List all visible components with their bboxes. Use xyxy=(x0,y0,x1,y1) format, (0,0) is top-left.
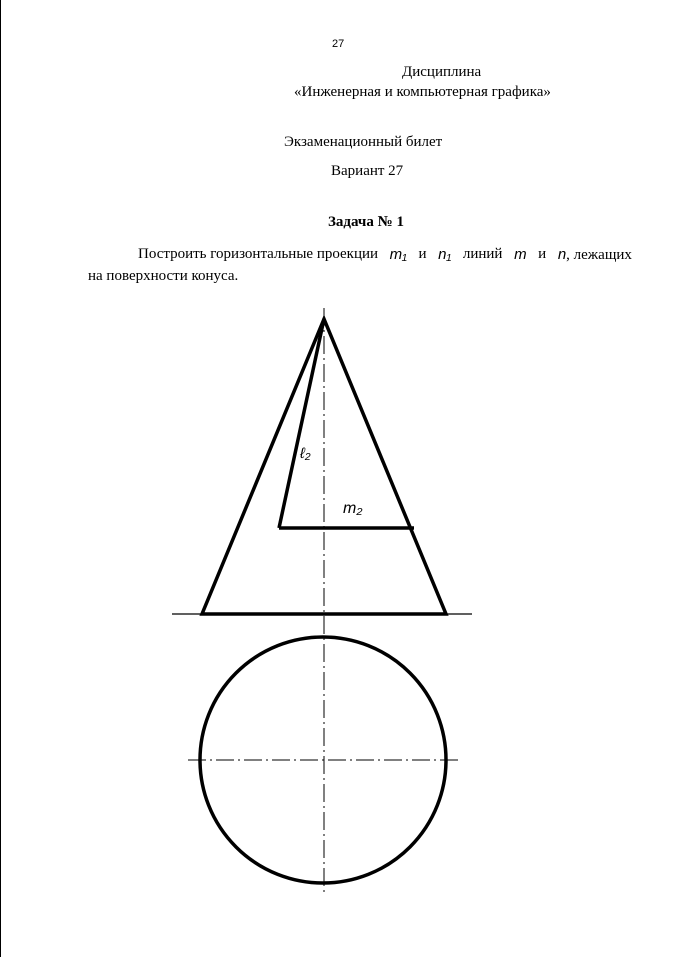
var-n: n xyxy=(557,246,567,263)
var-m1: m₁ xyxy=(389,246,407,263)
task-title: Задача № 1 xyxy=(328,214,404,230)
task-text-part2: , лежащих xyxy=(566,247,632,263)
label-m2: m₂ xyxy=(343,500,363,517)
line-l2 xyxy=(279,319,324,528)
var-m: m xyxy=(514,246,527,263)
discipline-label: Дисциплина xyxy=(402,64,482,80)
lines-word: линий xyxy=(462,246,503,262)
conj-and-1: и xyxy=(418,246,427,262)
conj-and-2: и xyxy=(538,246,547,262)
variant-label: Вариант 27 xyxy=(331,163,404,179)
task-text-line-2: на поверхности конуса. xyxy=(88,268,239,284)
var-n1: n₁ xyxy=(438,246,452,263)
label-l2: ℓ₂ xyxy=(300,445,311,462)
page-number: 27 xyxy=(332,38,345,50)
ticket-title: Экзаменационный билет xyxy=(284,134,443,150)
discipline-name: «Инженерная и компьютерная графика» xyxy=(294,84,551,100)
task-text-part1: Построить горизонтальные проекции xyxy=(138,246,379,262)
frontal-projection xyxy=(172,308,472,892)
